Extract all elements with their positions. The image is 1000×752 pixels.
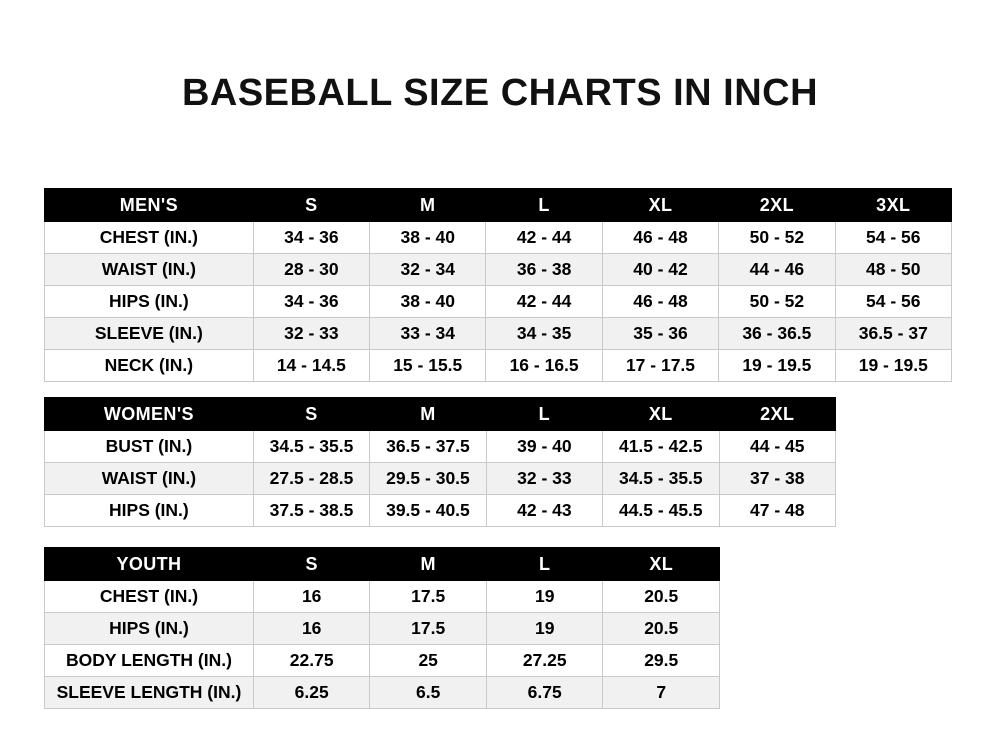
table-row <box>45 222 952 254</box>
cell: 27.25 <box>486 645 603 677</box>
cell: 54 - 56 <box>835 286 951 318</box>
table-header-label: MEN'S <box>45 189 254 222</box>
cell: 36 - 36.5 <box>719 318 835 350</box>
column-header-xl: XL <box>603 548 720 581</box>
table-row <box>45 286 952 318</box>
column-header-xl: XL <box>603 398 719 431</box>
table-row <box>45 318 952 350</box>
table-row <box>45 350 952 382</box>
cell: 34.5 - 35.5 <box>253 431 369 463</box>
table-row <box>45 677 720 709</box>
womens-size-table <box>44 397 836 527</box>
cell: 16 - 16.5 <box>486 350 602 382</box>
mens-size-chart <box>44 188 952 382</box>
cell: 17 - 17.5 <box>602 350 718 382</box>
table-row <box>45 463 836 495</box>
table-row <box>45 431 836 463</box>
cell: 17.5 <box>370 581 487 613</box>
cell: 34 - 35 <box>486 318 602 350</box>
cell: 39 - 40 <box>486 431 602 463</box>
column-header-s: S <box>253 398 369 431</box>
row-label: SLEEVE (IN.) <box>45 318 254 350</box>
cell: 35 - 36 <box>602 318 718 350</box>
cell: 34.5 - 35.5 <box>603 463 719 495</box>
cell: 6.25 <box>253 677 370 709</box>
column-header-l: L <box>486 548 603 581</box>
cell: 46 - 48 <box>602 222 718 254</box>
row-label: CHEST (IN.) <box>45 581 254 613</box>
column-header-3xl: 3XL <box>835 189 951 222</box>
column-header-s: S <box>253 189 369 222</box>
table-header-row <box>45 398 836 431</box>
cell: 32 - 33 <box>486 463 602 495</box>
cell: 6.75 <box>486 677 603 709</box>
cell: 16 <box>253 581 370 613</box>
cell: 29.5 - 30.5 <box>370 463 486 495</box>
cell: 34 - 36 <box>253 222 369 254</box>
cell: 28 - 30 <box>253 254 369 286</box>
cell: 34 - 36 <box>253 286 369 318</box>
table-row <box>45 495 836 527</box>
cell: 27.5 - 28.5 <box>253 463 369 495</box>
youth-size-table <box>44 547 720 709</box>
row-label: BUST (IN.) <box>45 431 254 463</box>
cell: 40 - 42 <box>602 254 718 286</box>
cell: 42 - 43 <box>486 495 602 527</box>
table-header-label: YOUTH <box>45 548 254 581</box>
column-header-m: M <box>370 548 487 581</box>
youth-size-chart <box>44 547 720 709</box>
cell: 19 <box>486 581 603 613</box>
cell: 50 - 52 <box>719 286 835 318</box>
womens-size-chart <box>44 397 836 527</box>
row-label: HIPS (IN.) <box>45 613 254 645</box>
column-header-2xl: 2XL <box>719 398 835 431</box>
row-label: SLEEVE LENGTH (IN.) <box>45 677 254 709</box>
cell: 37 - 38 <box>719 463 835 495</box>
cell: 37.5 - 38.5 <box>253 495 369 527</box>
cell: 19 - 19.5 <box>835 350 951 382</box>
column-header-xl: XL <box>602 189 718 222</box>
row-label: BODY LENGTH (IN.) <box>45 645 254 677</box>
cell: 47 - 48 <box>719 495 835 527</box>
table-row <box>45 613 720 645</box>
row-label: NECK (IN.) <box>45 350 254 382</box>
cell: 39.5 - 40.5 <box>370 495 486 527</box>
cell: 41.5 - 42.5 <box>603 431 719 463</box>
cell: 14 - 14.5 <box>253 350 369 382</box>
cell: 29.5 <box>603 645 720 677</box>
row-label: WAIST (IN.) <box>45 463 254 495</box>
cell: 32 - 34 <box>370 254 486 286</box>
cell: 36 - 38 <box>486 254 602 286</box>
column-header-m: M <box>370 398 486 431</box>
cell: 6.5 <box>370 677 487 709</box>
column-header-2xl: 2XL <box>719 189 835 222</box>
cell: 44 - 45 <box>719 431 835 463</box>
row-label: CHEST (IN.) <box>45 222 254 254</box>
cell: 54 - 56 <box>835 222 951 254</box>
mens-size-table <box>44 188 952 382</box>
cell: 20.5 <box>603 613 720 645</box>
table-header-row <box>45 548 720 581</box>
cell: 33 - 34 <box>370 318 486 350</box>
table-header-label: WOMEN'S <box>45 398 254 431</box>
table-row <box>45 581 720 613</box>
cell: 17.5 <box>370 613 487 645</box>
cell: 38 - 40 <box>370 286 486 318</box>
cell: 36.5 - 37.5 <box>370 431 486 463</box>
cell: 44.5 - 45.5 <box>603 495 719 527</box>
row-label: HIPS (IN.) <box>45 286 254 318</box>
row-label: WAIST (IN.) <box>45 254 254 286</box>
table-row <box>45 645 720 677</box>
cell: 22.75 <box>253 645 370 677</box>
column-header-s: S <box>253 548 370 581</box>
cell: 16 <box>253 613 370 645</box>
cell: 42 - 44 <box>486 222 602 254</box>
cell: 19 - 19.5 <box>719 350 835 382</box>
cell: 50 - 52 <box>719 222 835 254</box>
cell: 25 <box>370 645 487 677</box>
table-header-row <box>45 189 952 222</box>
cell: 46 - 48 <box>602 286 718 318</box>
cell: 32 - 33 <box>253 318 369 350</box>
table-row <box>45 254 952 286</box>
cell: 36.5 - 37 <box>835 318 951 350</box>
column-header-m: M <box>370 189 486 222</box>
cell: 44 - 46 <box>719 254 835 286</box>
cell: 19 <box>486 613 603 645</box>
cell: 48 - 50 <box>835 254 951 286</box>
cell: 15 - 15.5 <box>370 350 486 382</box>
row-label: HIPS (IN.) <box>45 495 254 527</box>
page-title: BASEBALL SIZE CHARTS IN INCH <box>181 72 819 114</box>
cell: 7 <box>603 677 720 709</box>
column-header-l: L <box>486 398 602 431</box>
cell: 20.5 <box>603 581 720 613</box>
cell: 38 - 40 <box>370 222 486 254</box>
cell: 42 - 44 <box>486 286 602 318</box>
column-header-l: L <box>486 189 602 222</box>
